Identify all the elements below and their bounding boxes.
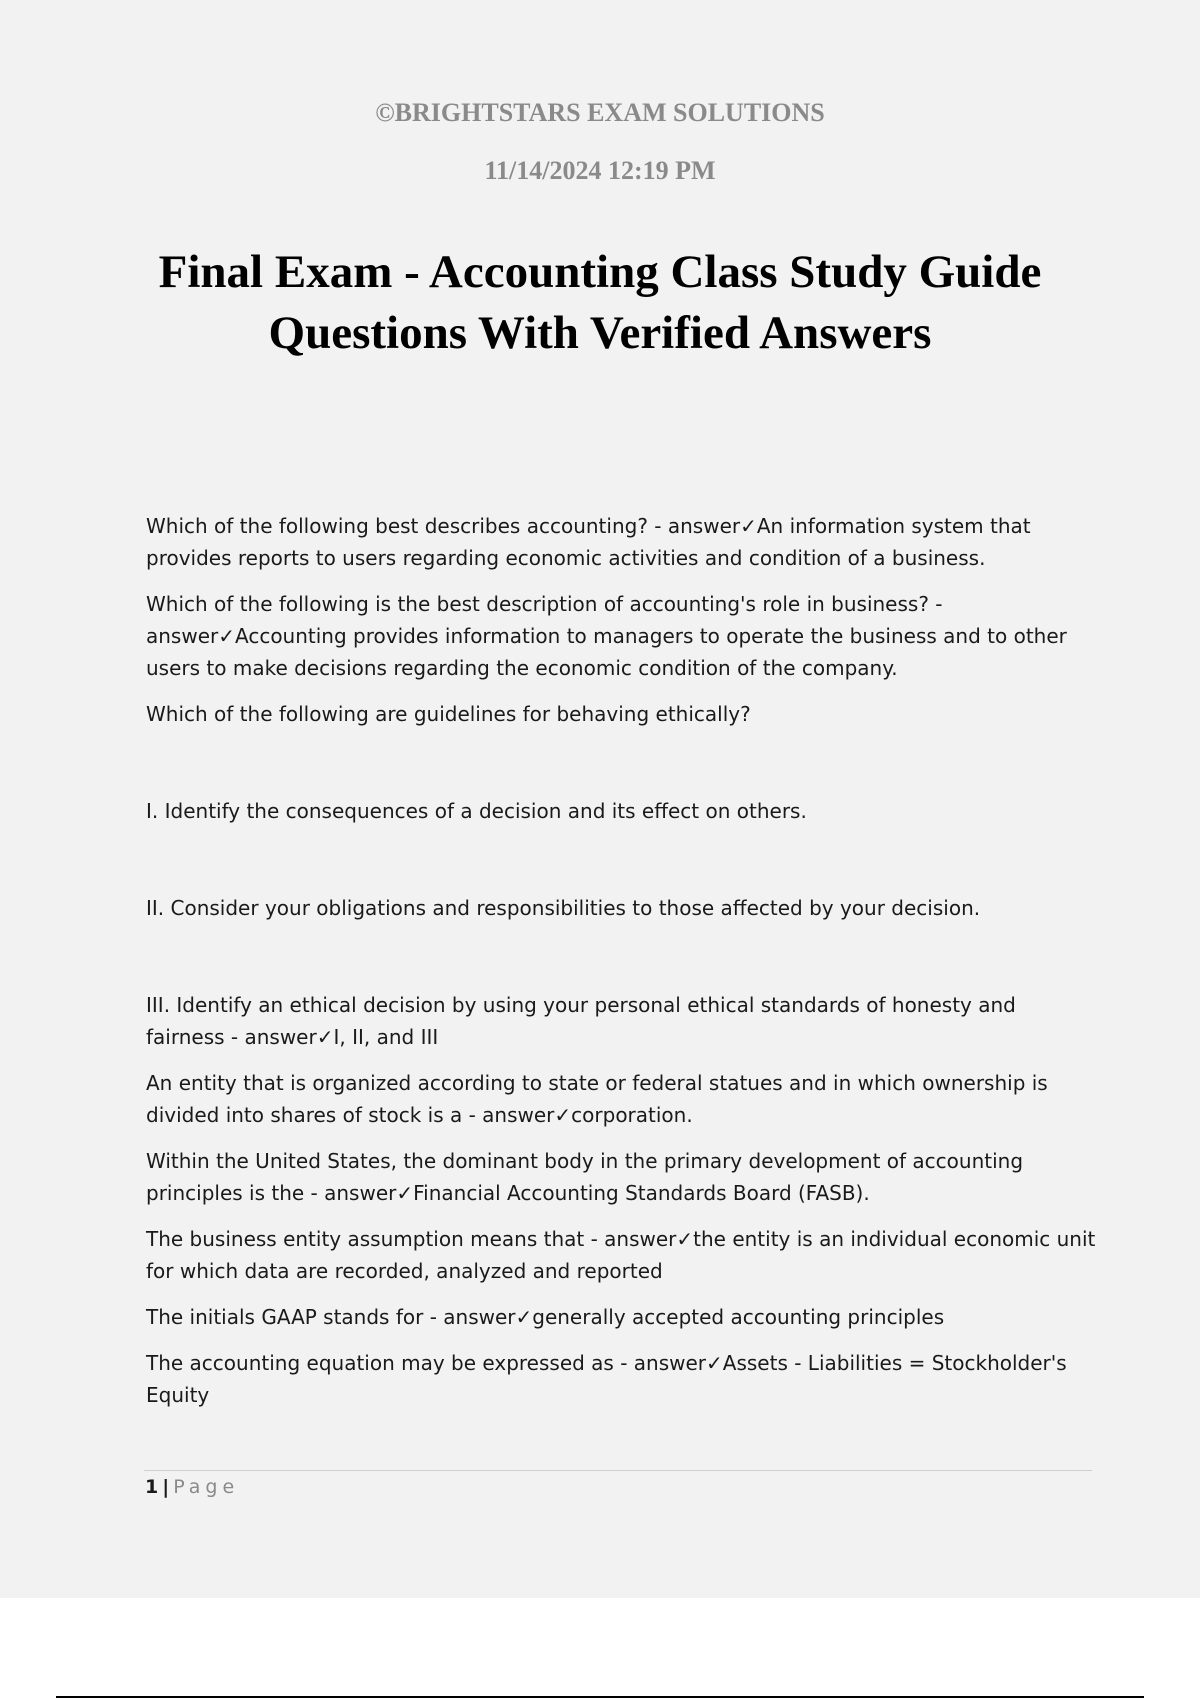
study-guide-content	[146, 510, 1096, 1411]
question-1: Which of the following best describes accounting? - answer✓An information system that provides reports to users regarding economic activities and condition of a business.	[146, 514, 1031, 570]
question-3-item-2: II. Consider your obligations and responsibilities to those affected by your decision.	[146, 896, 981, 920]
page-footer	[145, 1474, 239, 1500]
question-8: The accounting equation may be expressed as - answer✓Assets - Liabilities = Stockholder's Equity	[146, 1351, 1067, 1407]
footer-divider	[144, 1470, 1092, 1471]
question-3-item-3: III. Identify an ethical decision by using your personal ethical standards of honesty and fairness - answer✓I, II, and III	[146, 993, 1016, 1049]
question-3-intro: Which of the following are guidelines for behaving ethically?	[146, 702, 751, 726]
question-3-item-1: I. Identify the consequences of a decision and its effect on others.	[146, 799, 807, 823]
question-6: The business entity assumption means that - answer✓the entity is an individual economic unit for which data are recorded, analyzed and reported	[146, 1227, 1096, 1283]
document-title-line-2: Questions With Verified Answers	[268, 307, 932, 359]
copyright-notice: ©BRIGHTSTARS EXAM SOLUTIONS	[375, 98, 825, 127]
page-label: Page	[173, 1476, 240, 1498]
question-5: Within the United States, the dominant body in the primary development of accounting principles is the - answer✓Financial Accounting Standards Board (FASB).	[146, 1149, 1024, 1205]
question-2: Which of the following is the best description of accounting's role in business? - answer✓Accounting provides information to managers to operate the business and to other users to make decisions regarding the economic condition of the company.	[146, 592, 1067, 680]
question-7: The initials GAAP stands for - answer✓generally accepted accounting principles	[146, 1305, 945, 1329]
print-timestamp: 11/14/2024 12:19 PM	[484, 156, 716, 185]
document-title-line-1: Final Exam - Accounting Class Study Guide	[158, 246, 1042, 298]
page-separator: |	[162, 1476, 170, 1498]
page-number: 1	[145, 1476, 159, 1498]
question-4: An entity that is organized according to state or federal statues and in which ownership is divided into shares of stock is a - answer✓corporation.	[146, 1071, 1048, 1127]
document-title	[100, 242, 1100, 364]
next-page-top-rule	[56, 1696, 1144, 1698]
